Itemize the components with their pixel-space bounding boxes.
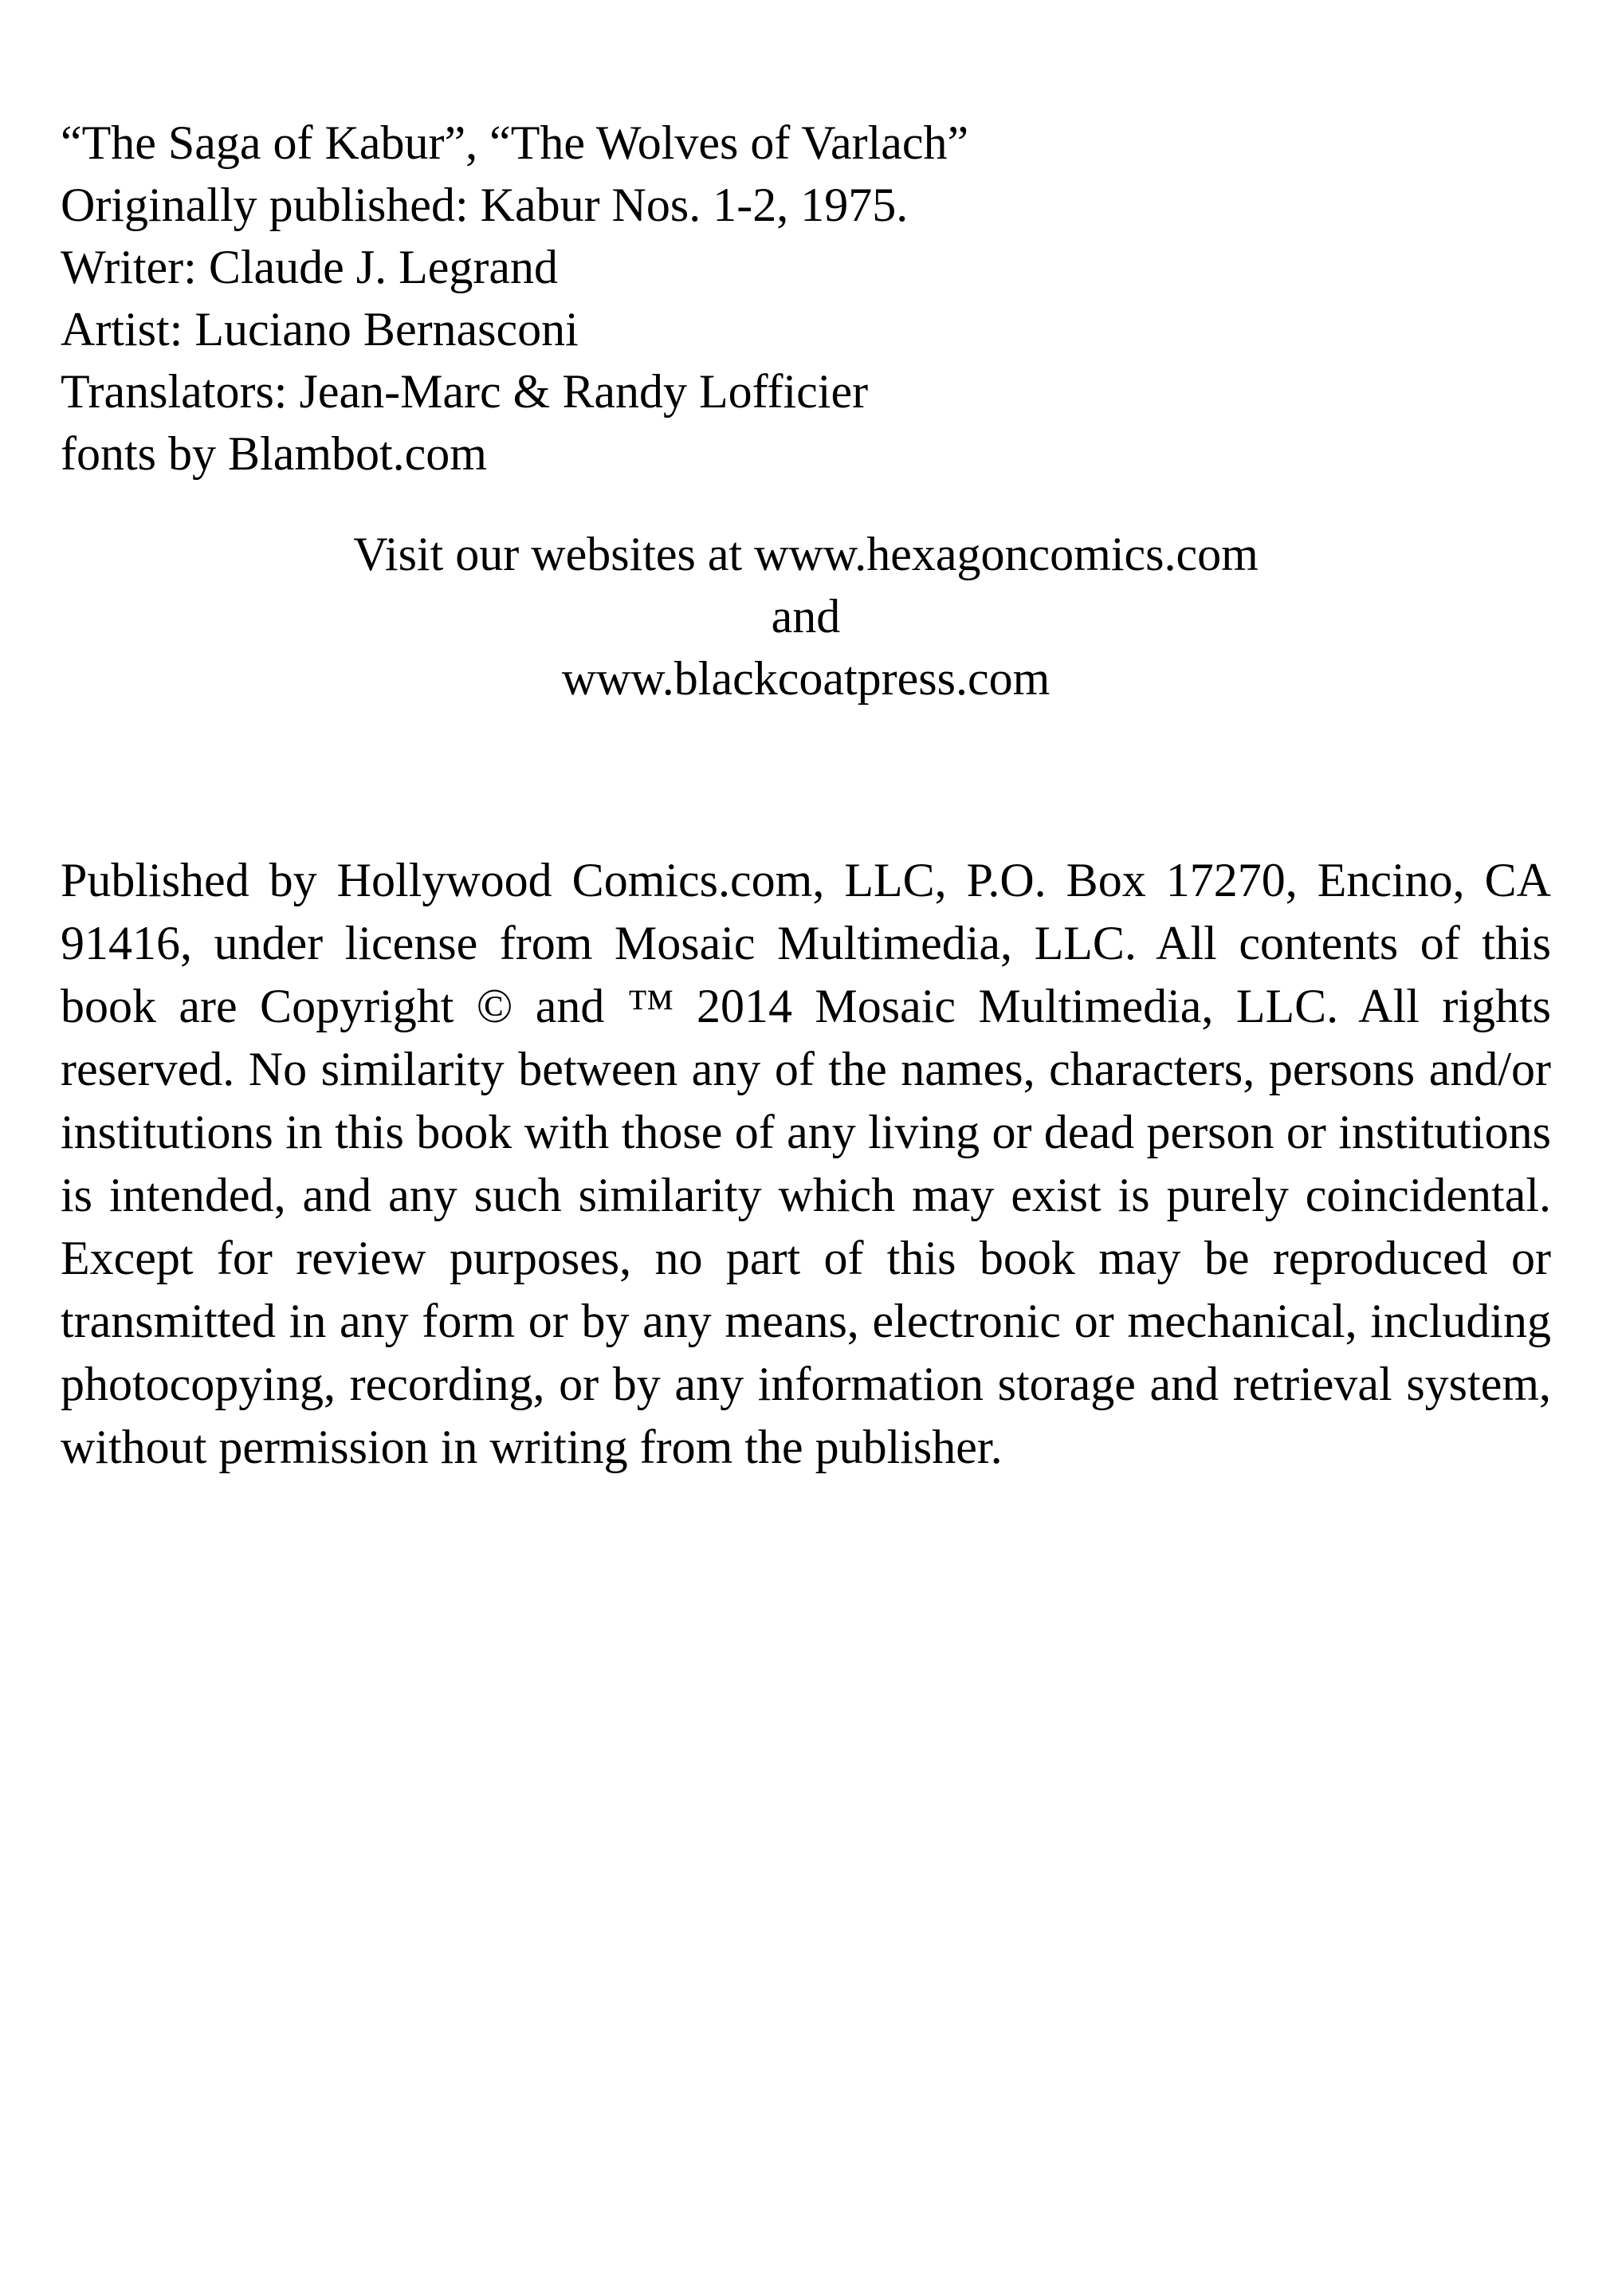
- websites-block: [61, 523, 1551, 710]
- legal-notice: Published by Hollywood Comics.com, LLC, P.O. Box 17270, Encino, CA 91416, under license from Mosaic Multimedia, LLC. All contents of this book are Copyright © and ™ 2014 Mosaic Multimedia, LLC. All rights reserved. No similarity between any of the names, characters, persons and/or institutions in this book with those of any living or dead person or institutions is intended, and any such similarity which may exist is purely coincidental. Except for review purposes, no part of this book may be reproduced or transmitted in any form or by any means, electronic or mechanical, including photocopying, recording, or by any information storage and retrieval system, without permission in writing from the publisher.: [61, 854, 1551, 1473]
- artist-credit: Artist: Luciano Bernasconi: [61, 303, 579, 356]
- story-titles: “The Saga of Kabur”, “The Wolves of Varlach”: [61, 116, 969, 169]
- translators-credit: Translators: Jean-Marc & Randy Lofficier: [61, 365, 869, 418]
- copyright-page: [61, 112, 1551, 1479]
- original-publication: Originally published: Kabur Nos. 1-2, 1975.: [61, 179, 909, 231]
- credits-block: [61, 112, 1551, 485]
- websites-visit-line: Visit our websites at www.hexagoncomics.com: [353, 528, 1259, 580]
- fonts-credit: fonts by Blambot.com: [61, 427, 487, 480]
- websites-and-line: and: [771, 590, 841, 643]
- writer-credit: Writer: Claude J. Legrand: [61, 241, 559, 293]
- websites-second-line: www.blackcoatpress.com: [561, 652, 1050, 705]
